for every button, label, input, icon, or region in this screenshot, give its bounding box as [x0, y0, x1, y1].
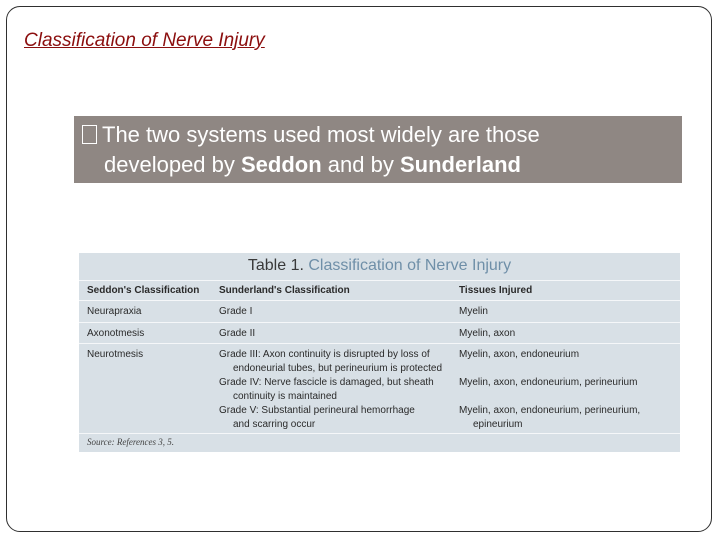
table-caption-text: Classification of Nerve Injury	[308, 257, 512, 274]
row1-tissues: Myelin	[459, 306, 488, 317]
classification-table	[79, 253, 680, 452]
row1-sunderland: Grade I	[219, 306, 253, 317]
bullet-icon	[82, 125, 97, 144]
row2-sunderland: Grade II	[219, 328, 256, 339]
row3-tissues-2: Myelin, axon, endoneurium, perineurium	[459, 377, 638, 388]
table-source: Source: References 3, 5.	[87, 437, 175, 447]
slide-title: Classification of Nerve Injury	[24, 30, 265, 51]
row3-tissues-3	[459, 404, 640, 432]
sunderland-line: Grade III: Axon continuity is disrupted by loss of	[219, 349, 430, 360]
tissues-line: epineurium	[473, 419, 523, 430]
callout-sunderland: Sunderland	[399, 152, 521, 177]
callout-box	[74, 116, 682, 183]
header-seddon: Seddon's Classification	[87, 285, 200, 296]
sunderland-line: endoneurial tubes, but perineurium is protected	[233, 363, 443, 374]
table-rule	[79, 433, 680, 434]
table-caption-number: Table 1.	[247, 257, 304, 274]
callout-text-2b: and by	[321, 152, 400, 177]
table-rule	[79, 322, 680, 323]
table-rule	[79, 300, 680, 301]
callout-line-2	[82, 150, 676, 180]
row3-sunderland	[219, 348, 442, 432]
callout-text-2a: developed by	[104, 152, 241, 177]
row2-tissues: Myelin, axon	[459, 328, 516, 339]
sunderland-line: Grade V: Substantial perineural hemorrhage	[219, 405, 415, 416]
header-sunderland: Sunderland's Classification	[219, 285, 350, 296]
callout-line-1	[82, 120, 676, 150]
sunderland-line: Grade IV: Nerve fascicle is damaged, but sheath	[219, 377, 434, 388]
sunderland-line: and scarring occur	[233, 419, 316, 430]
header-tissues: Tissues Injured	[459, 285, 533, 296]
table-caption	[79, 257, 680, 275]
sunderland-line: continuity is maintained	[233, 391, 337, 402]
row2-seddon: Axonotmesis	[87, 328, 145, 339]
row3-tissues-1: Myelin, axon, endoneurium	[459, 349, 580, 360]
table-rule	[79, 280, 680, 281]
callout-seddon: Seddon	[241, 152, 322, 177]
tissues-line: Myelin, axon, endoneurium, perineurium,	[459, 405, 641, 416]
row1-seddon: Neurapraxia	[87, 306, 142, 317]
callout-text-1: The two systems used most widely are those	[102, 122, 540, 147]
row3-seddon: Neurotmesis	[87, 349, 144, 360]
table-rule	[79, 343, 680, 344]
